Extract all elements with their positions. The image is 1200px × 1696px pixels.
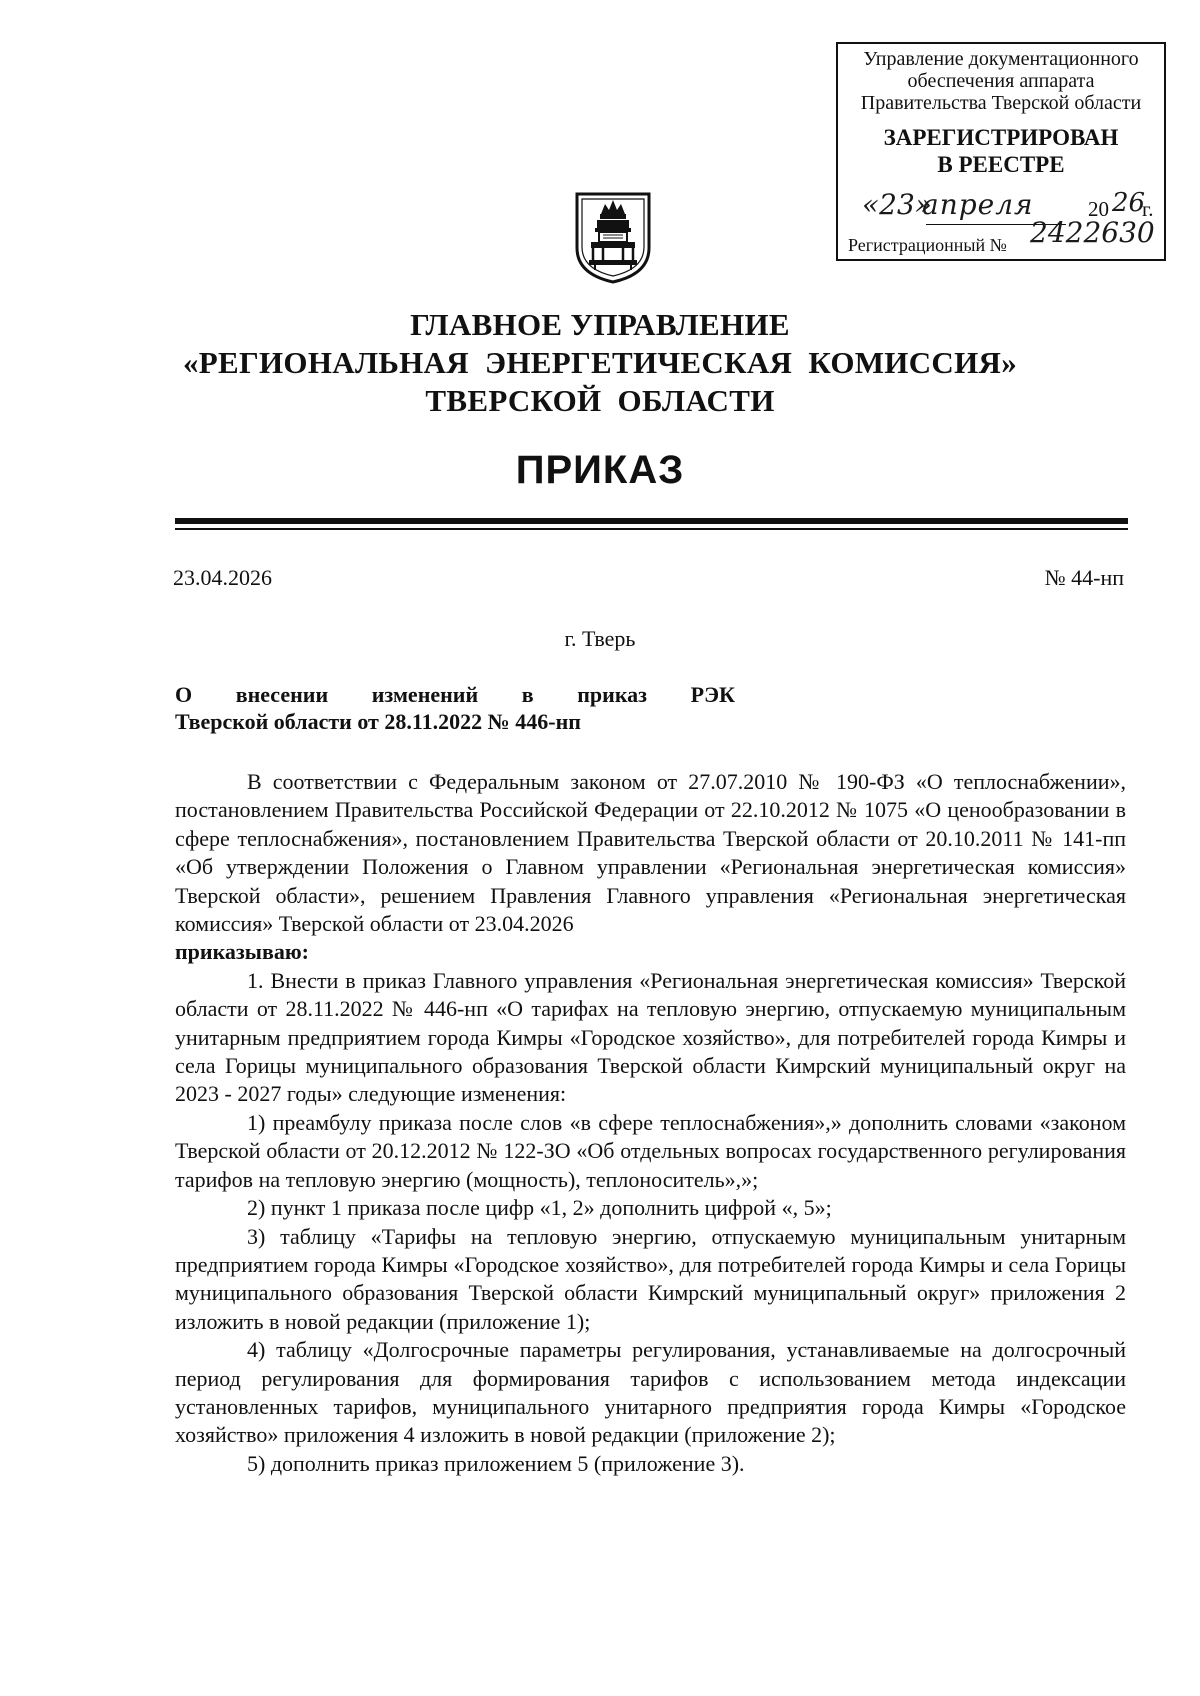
subject-word: внесении [235, 682, 329, 707]
stamp-date-month: апреля [922, 188, 1034, 221]
stamp-date-year-suffix: 26 [1112, 188, 1146, 218]
stamp-org-line-3: Правительства Тверской области [860, 92, 1142, 114]
stamp-org-line-1: Управление документационного [863, 48, 1139, 70]
header-line-3: ТВЕРСКОЙ ОБЛАСТИ [425, 383, 775, 418]
subitem-1-paragraph: 1) преамбулу приказа после слов «в сфере теплоснабжения»,» дополнить словами «законом Тверской области от 20.12.2012 № 122-ЗО «Об отдельных вопросах государственного регулирования тарифов на тепловую энергию (мощность), теплоноситель»,»; [175, 1109, 1126, 1192]
header-line-1: ГЛАВНОЕ УПРАВЛЕНИЕ [410, 307, 790, 342]
header-divider-thick [175, 518, 1128, 524]
item-1-paragraph: 1. Внести в приказ Главного управления «Региональная энергетическая комиссия» Тверской области от 28.11.2022 № 446-нп «О тарифах на тепловую энергию, отпускаемую муниципальным унитарным предприятием города Кимры «Городское хозяйство», для потребителей города Кимры и села Горицы муниципального образования Тверской области Кимрский муниципальный округ на 2023 - 2027 годы» следующие изменения: [175, 967, 1126, 1107]
document-number: № 44-нп [1044, 565, 1124, 590]
stamp-org-line-2: обеспечения аппарата [907, 70, 1095, 92]
stamp-registered-line-1: ЗАРЕГИСТРИРОВАН [883, 125, 1119, 150]
document-city: г. Тверь [564, 626, 636, 651]
subject-word: в [521, 682, 534, 707]
subitem-3-paragraph: 3) таблицу «Тарифы на тепловую энергию, отпускаемую муниципальным унитарным предприятием города Кимры «Городское хозяйство», для потребителей города Кимры и села Горицы муниципального образования Тверской области Кимрский муниципальный округ» приложения 2 изложить в новой редакции (приложение 1); [175, 1223, 1126, 1334]
document-date: 23.04.2026 [173, 565, 272, 590]
order-word: приказываю: [175, 939, 309, 965]
subject-word: изменений [371, 682, 479, 707]
stamp-reg-number-value: 2422630 [1030, 216, 1155, 249]
subject-word: приказ [577, 682, 648, 707]
subitem-4-paragraph: 4) таблицу «Долгосрочные параметры регулирования, устанавливаемые на долгосрочный период регулирования для формирования тарифов с использованием метода индексации установленных тарифов, муниципального унитарного предприятия города Кимры «Городское хозяйство» приложения 4 изложить в новой редакции (приложение 2); [175, 1337, 1126, 1448]
stamp-organization [838, 48, 1164, 114]
stamp-date-day: «23» [862, 188, 932, 221]
stamp-date-year-unit: г. [1142, 197, 1154, 221]
registration-stamp [836, 42, 1166, 261]
stamp-date-year-prefix: 20 [1088, 197, 1109, 221]
stamp-registered-label [838, 124, 1164, 178]
issuer-header [100, 306, 1100, 420]
header-line-2: «РЕГИОНАЛЬНАЯ ЭНЕРГЕТИЧЕСКАЯ КОМИССИЯ» [182, 345, 1017, 380]
subitem-2-paragraph: 2) пункт 1 приказа после цифр «1, 2» дополнить цифрой «, 5»; [247, 1195, 832, 1221]
subitem-5-paragraph: 5) дополнить приказ приложением 5 (приложение 3). [247, 1450, 745, 1476]
stamp-registered-line-2: В РЕЕСТРЕ [937, 152, 1065, 177]
subject-line-1 [175, 681, 735, 708]
subject-word: О [175, 682, 193, 707]
document-body [175, 768, 1126, 1478]
preamble-paragraph: В соответствии с Федеральным законом от 27.07.2010 № 190-ФЗ «О теплоснабжении», постановлением Правительства Российской Федерации от 22.10.2012 № 1075 «О ценообразовании в сфере теплоснабжения», постановлением Правительства Тверской области от 20.10.2011 № 141-пп «Об утверждении Положения о Главном управлении «Региональная энергетическая комиссия» Тверской области», решением Правления Главного управления «Региональная энергетическая комиссия» Тверской области от 23.04.2026 [175, 769, 1126, 937]
document-subject [175, 681, 735, 735]
subject-line-2: Тверской области от 28.11.2022 № 446-нп [175, 709, 581, 734]
stamp-reg-number-label: Регистрационный № [848, 235, 1007, 255]
stamp-registration-number [848, 216, 1163, 256]
header-divider-thin [175, 528, 1128, 530]
subject-word: РЭК [690, 682, 735, 707]
tver-coat-of-arms-icon [573, 190, 653, 285]
document-type-title: ПРИКАЗ [515, 448, 685, 492]
